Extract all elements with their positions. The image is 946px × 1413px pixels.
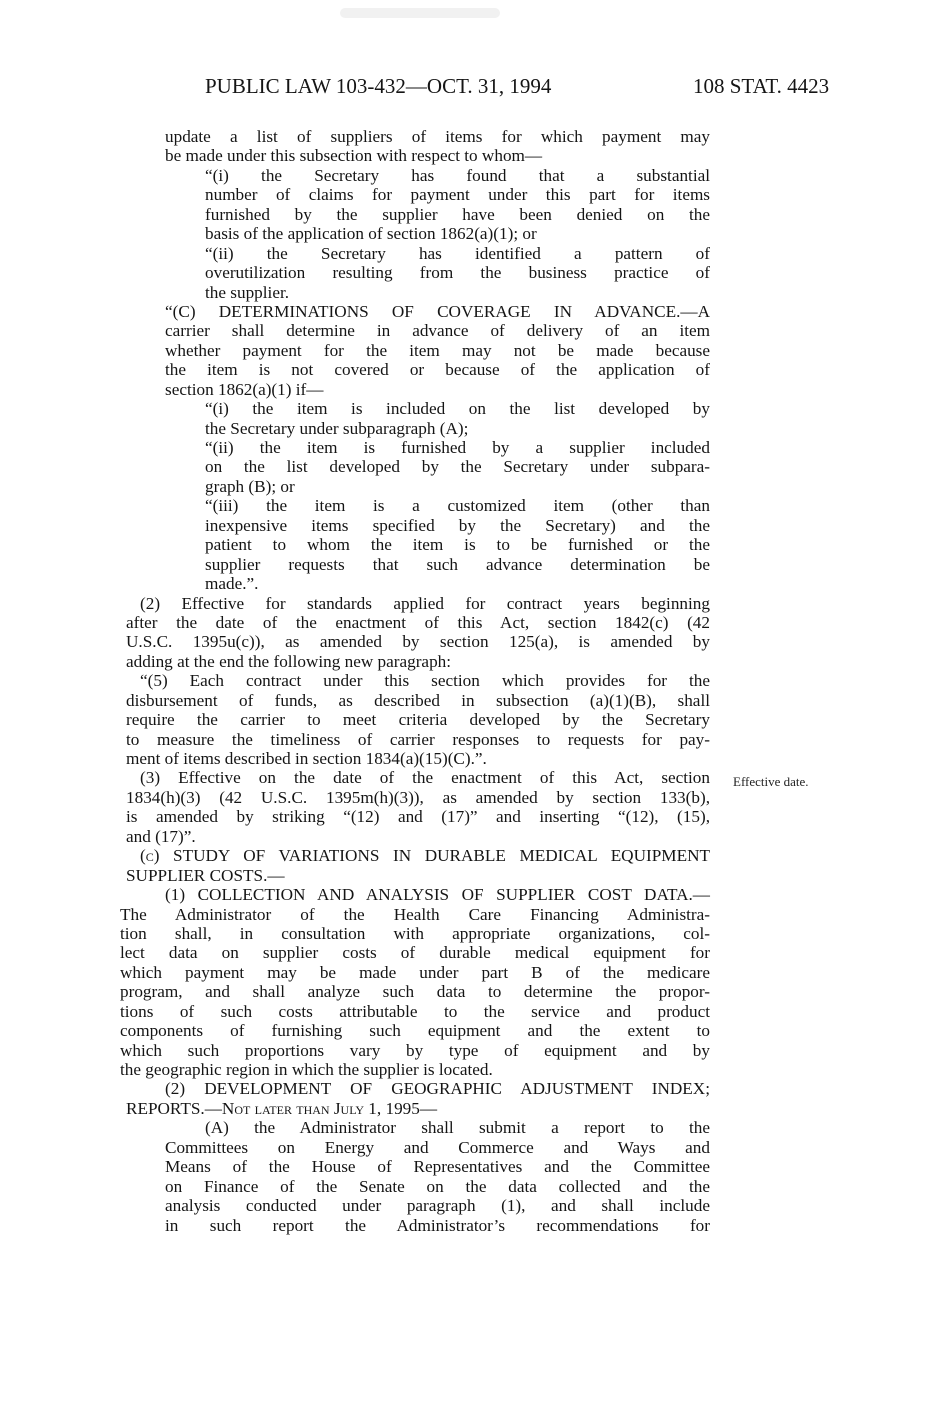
text-line: the geographic region in which the supplier is located. (120, 1060, 493, 1079)
text-line: Means of the House of Representatives and the Committee (165, 1157, 710, 1177)
text-line: the item is not covered or because of the application of (165, 360, 710, 380)
text-line: disbursement of funds, as described in subsection (a)(1)(B), shall (126, 690, 710, 710)
text-line: “(ii) the item is furnished by a supplier included (205, 438, 710, 457)
text-line: whether payment for the item may not be made because (165, 340, 710, 360)
text-line: (c) STUDY OF VARIATIONS IN DURABLE MEDICAL EQUIPMENT (140, 846, 710, 866)
text-line: which such proportions vary by type of equipment and by (120, 1040, 710, 1060)
text-line: made.”. (205, 574, 259, 594)
text-line: the supplier. (205, 282, 290, 302)
text-line: patient to whom the item is to be furnished or the (205, 535, 710, 555)
text-line: The Administrator of the Health Care Financing Administra- (120, 904, 710, 924)
text-line: program, and shall analyze such data to determine the propor- (120, 982, 710, 1002)
text-line: basis of the application of section 1862(a)(1); or (205, 224, 537, 244)
text-line: “(5) Each contract under this section which provides for the (140, 671, 710, 691)
text-line: in such report the Administrator’s recommendations for (165, 1215, 710, 1235)
text-line: require the carrier to meet criteria developed by the Secretary (126, 710, 710, 730)
text-line: lect data on supplier costs of durable medical equipment for (120, 943, 710, 963)
text-line: “(ii) the Secretary has identified a pattern of (205, 243, 710, 263)
text-line: ment of items described in section 1834(a)(15)(C).”. (126, 749, 487, 768)
text-line: “(i) the Secretary has found that a substantial (205, 165, 710, 185)
text-line: components of furnishing such equipment and the extent to (120, 1021, 710, 1041)
text-line: the Secretary under subparagraph (A); (205, 418, 469, 438)
running-header (0, 74, 946, 104)
text-line: Committees on Energy and Commerce and Ways and (165, 1137, 710, 1157)
text-line: on the list developed by the Secretary under subpara- (205, 457, 710, 477)
text-line: inexpensive items specified by the Secretary) and the (205, 515, 710, 535)
header-law-citation: PUBLIC LAW 103-432—OCT. 31, 1994 (205, 74, 552, 98)
text-line: “(i) the item is included on the list developed by (205, 399, 710, 419)
text-line: tion shall, in consultation with appropriate organizations, col- (120, 923, 710, 943)
text-line: tions of such costs attributable to the service and product (120, 1001, 710, 1021)
text-line: on Finance of the Senate on the data collected and the (165, 1176, 710, 1196)
text-line: overutilization resulting from the business practice of (205, 263, 710, 283)
text-line: which payment may be made under part B of the medicare (120, 962, 710, 982)
text-line: carrier shall determine in advance of delivery of an item (165, 321, 710, 341)
text-line: and (17)”. (126, 826, 196, 846)
text-line: (3) Effective on the date of the enactment of this Act, section (140, 768, 710, 788)
text-line: to measure the timeliness of carrier responses to requests for pay- (126, 729, 710, 749)
text-line: adding at the end the following new paragraph: (126, 651, 452, 671)
text-line: “(iii) the item is a customized item (other than (205, 496, 710, 516)
text-line: SUPPLIER COSTS.— (126, 865, 285, 885)
text-line: (2) DEVELOPMENT OF GEOGRAPHIC ADJUSTMENT INDEX; (165, 1079, 710, 1099)
text-line: is amended by striking “(12) and (17)” and inserting “(12), (15), (126, 807, 710, 827)
scan-smudge (340, 8, 500, 18)
text-line: furnished by the supplier have been denied on the (205, 204, 710, 224)
text-line: REPORTS.—Not later than July 1, 1995— (126, 1098, 438, 1118)
text-line: number of claims for payment under this part for items (205, 185, 710, 205)
text-line: (2) Effective for standards applied for contract years beginning (140, 593, 710, 613)
text-line: U.S.C. 1395u(c)), as amended by section 125(a), is amended by (126, 632, 710, 652)
text-line: graph (B); or (205, 476, 295, 496)
text-line: analysis conducted under paragraph (1), and shall include (165, 1196, 710, 1216)
text-line: update a list of suppliers of items for which payment may (165, 127, 710, 146)
text-line: (A) the Administrator shall submit a report to the (205, 1118, 710, 1138)
text-line: section 1862(a)(1) if— (165, 379, 324, 399)
statute-text (120, 127, 710, 1235)
margin-note: Effective date. (733, 774, 809, 789)
text-line: be made under this subsection with respect to whom— (165, 146, 543, 166)
text-line: after the date of the enactment of this Act, section 1842(c) (42 (126, 612, 710, 632)
text-line: supplier requests that such advance determination be (205, 554, 710, 574)
text-line: 1834(h)(3) (42 U.S.C. 1395m(h)(3)), as amended by section 133(b), (126, 787, 710, 807)
text-line: (1) COLLECTION AND ANALYSIS OF SUPPLIER COST DATA.— (165, 885, 710, 905)
header-stat-page: 108 STAT. 4423 (693, 74, 830, 98)
text-line: “(C) DETERMINATIONS OF COVERAGE IN ADVANCE.—A (165, 301, 710, 321)
